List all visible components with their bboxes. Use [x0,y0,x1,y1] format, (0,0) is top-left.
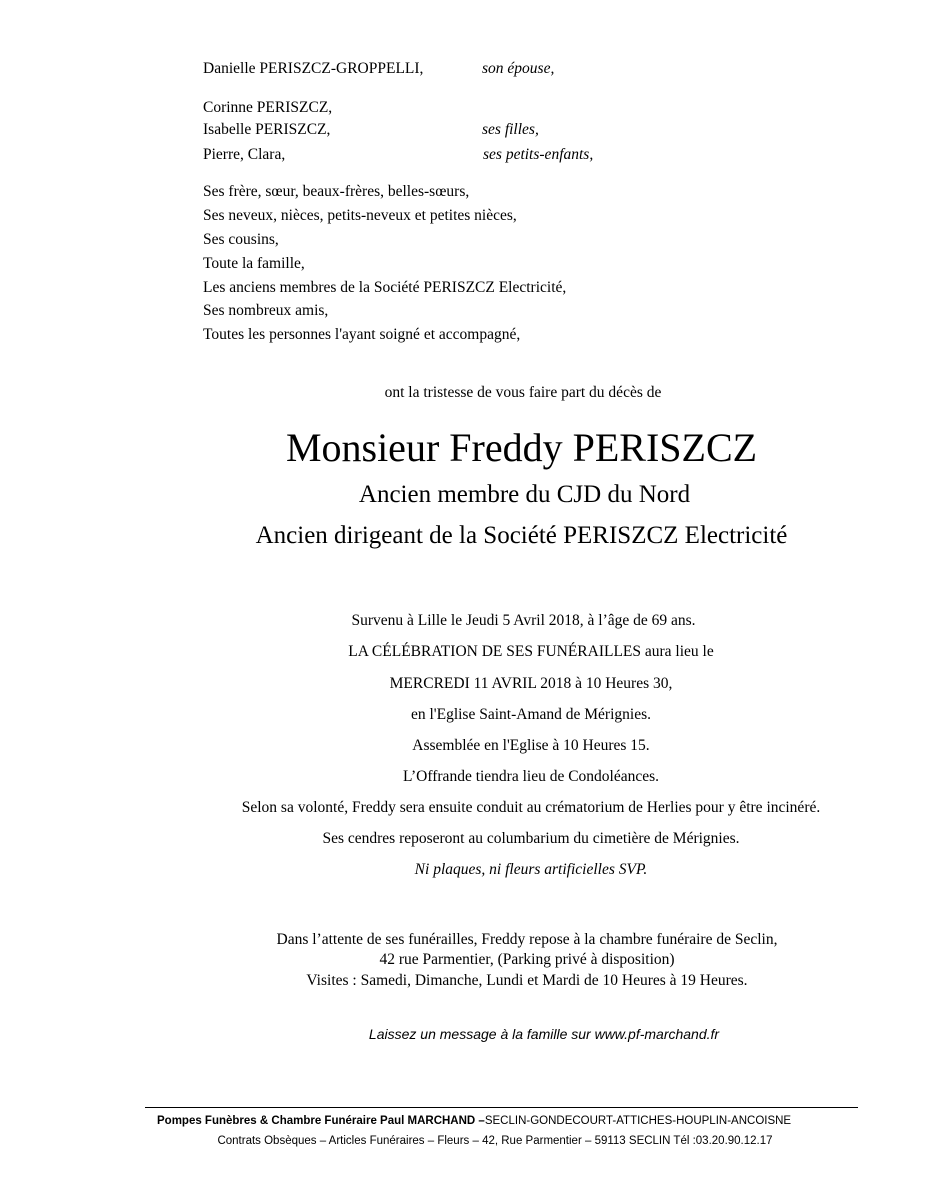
detail-line: Ses cendres reposeront au columbarium du cimetière de Mérignies. [322,830,740,847]
footer-company: Pompes Funèbres & Chambre Funéraire Paul MARCHAND – [157,1115,485,1127]
visitation-line: Dans l’attente de ses funérailles, Freddy repose à la chambre funéraire de Seclin, [276,931,778,948]
relatives-line: Ses nombreux amis, [203,302,329,319]
deceased-name: Monsieur Freddy PERISZCZ [285,425,758,470]
detail-line: LA CÉLÉBRATION DE SES FUNÉRAILLES aura lieu le [348,643,714,660]
spouse-role: son épouse, [482,60,555,77]
detail-line: Assemblée en l'Eglise à 10 Heures 15. [412,737,650,754]
grandchildren-names: Pierre, Clara, [203,146,286,163]
no-flowers-note: Ni plaques, ni fleurs artificielles SVP. [414,861,648,878]
daughter-1: Corinne PERISZCZ, [203,99,333,116]
relatives-line: Ses frère, sœur, beaux-frères, belles-sœurs, [203,183,470,200]
daughters-role: ses filles, [482,121,539,138]
relatives-line: Ses neveux, nièces, petits-neveux et petites nièces, [203,207,517,224]
footer-line-1 [157,1115,791,1127]
footer-towns: SECLIN-GONDECOURT-ATTICHES-HOUPLIN-ANCOISNE [484,1115,792,1127]
grandchildren-role: ses petits-enfants, [483,146,594,163]
visitation-line: Visites : Samedi, Dimanche, Lundi et Mardi de 10 Heures à 19 Heures. [306,972,748,989]
footer-divider [145,1107,858,1108]
relatives-line: Ses cousins, [203,231,279,248]
deceased-title-1: Ancien membre du CJD du Nord [358,481,691,508]
footer-line-2: Contrats Obsèques – Articles Funéraires – Fleurs – 42, Rue Parmentier – 59113 SECLIN Tél :03.20.90.12.17 [217,1135,773,1147]
detail-line: Selon sa volonté, Freddy sera ensuite conduit au crématorium de Herlies pour y être incinéré. [241,799,821,816]
spouse-name: Danielle PERISZCZ-GROPPELLI, [203,60,424,77]
detail-line: MERCREDI 11 AVRIL 2018 à 10 Heures 30, [389,675,673,692]
detail-line: Survenu à Lille le Jeudi 5 Avril 2018, à l’âge de 69 ans. [351,612,696,629]
relatives-line: Les anciens membres de la Société PERISZCZ Electricité, [203,279,567,296]
announcement-text: ont la tristesse de vous faire part du décès de [384,384,662,401]
deceased-title-2: Ancien dirigeant de la Société PERISZCZ Electricité [255,522,788,549]
relatives-line: Toute la famille, [203,255,305,272]
detail-line: en l'Eglise Saint-Amand de Mérignies. [411,706,651,723]
detail-line: L’Offrande tiendra lieu de Condoléances. [402,768,660,785]
visitation-line: 42 rue Parmentier, (Parking privé à disposition) [379,951,675,968]
relatives-line: Toutes les personnes l'ayant soigné et accompagné, [203,326,521,343]
daughter-2: Isabelle PERISZCZ, [203,121,331,138]
message-link[interactable]: Laissez un message à la famille sur www.pf-marchand.fr [368,1026,720,1042]
